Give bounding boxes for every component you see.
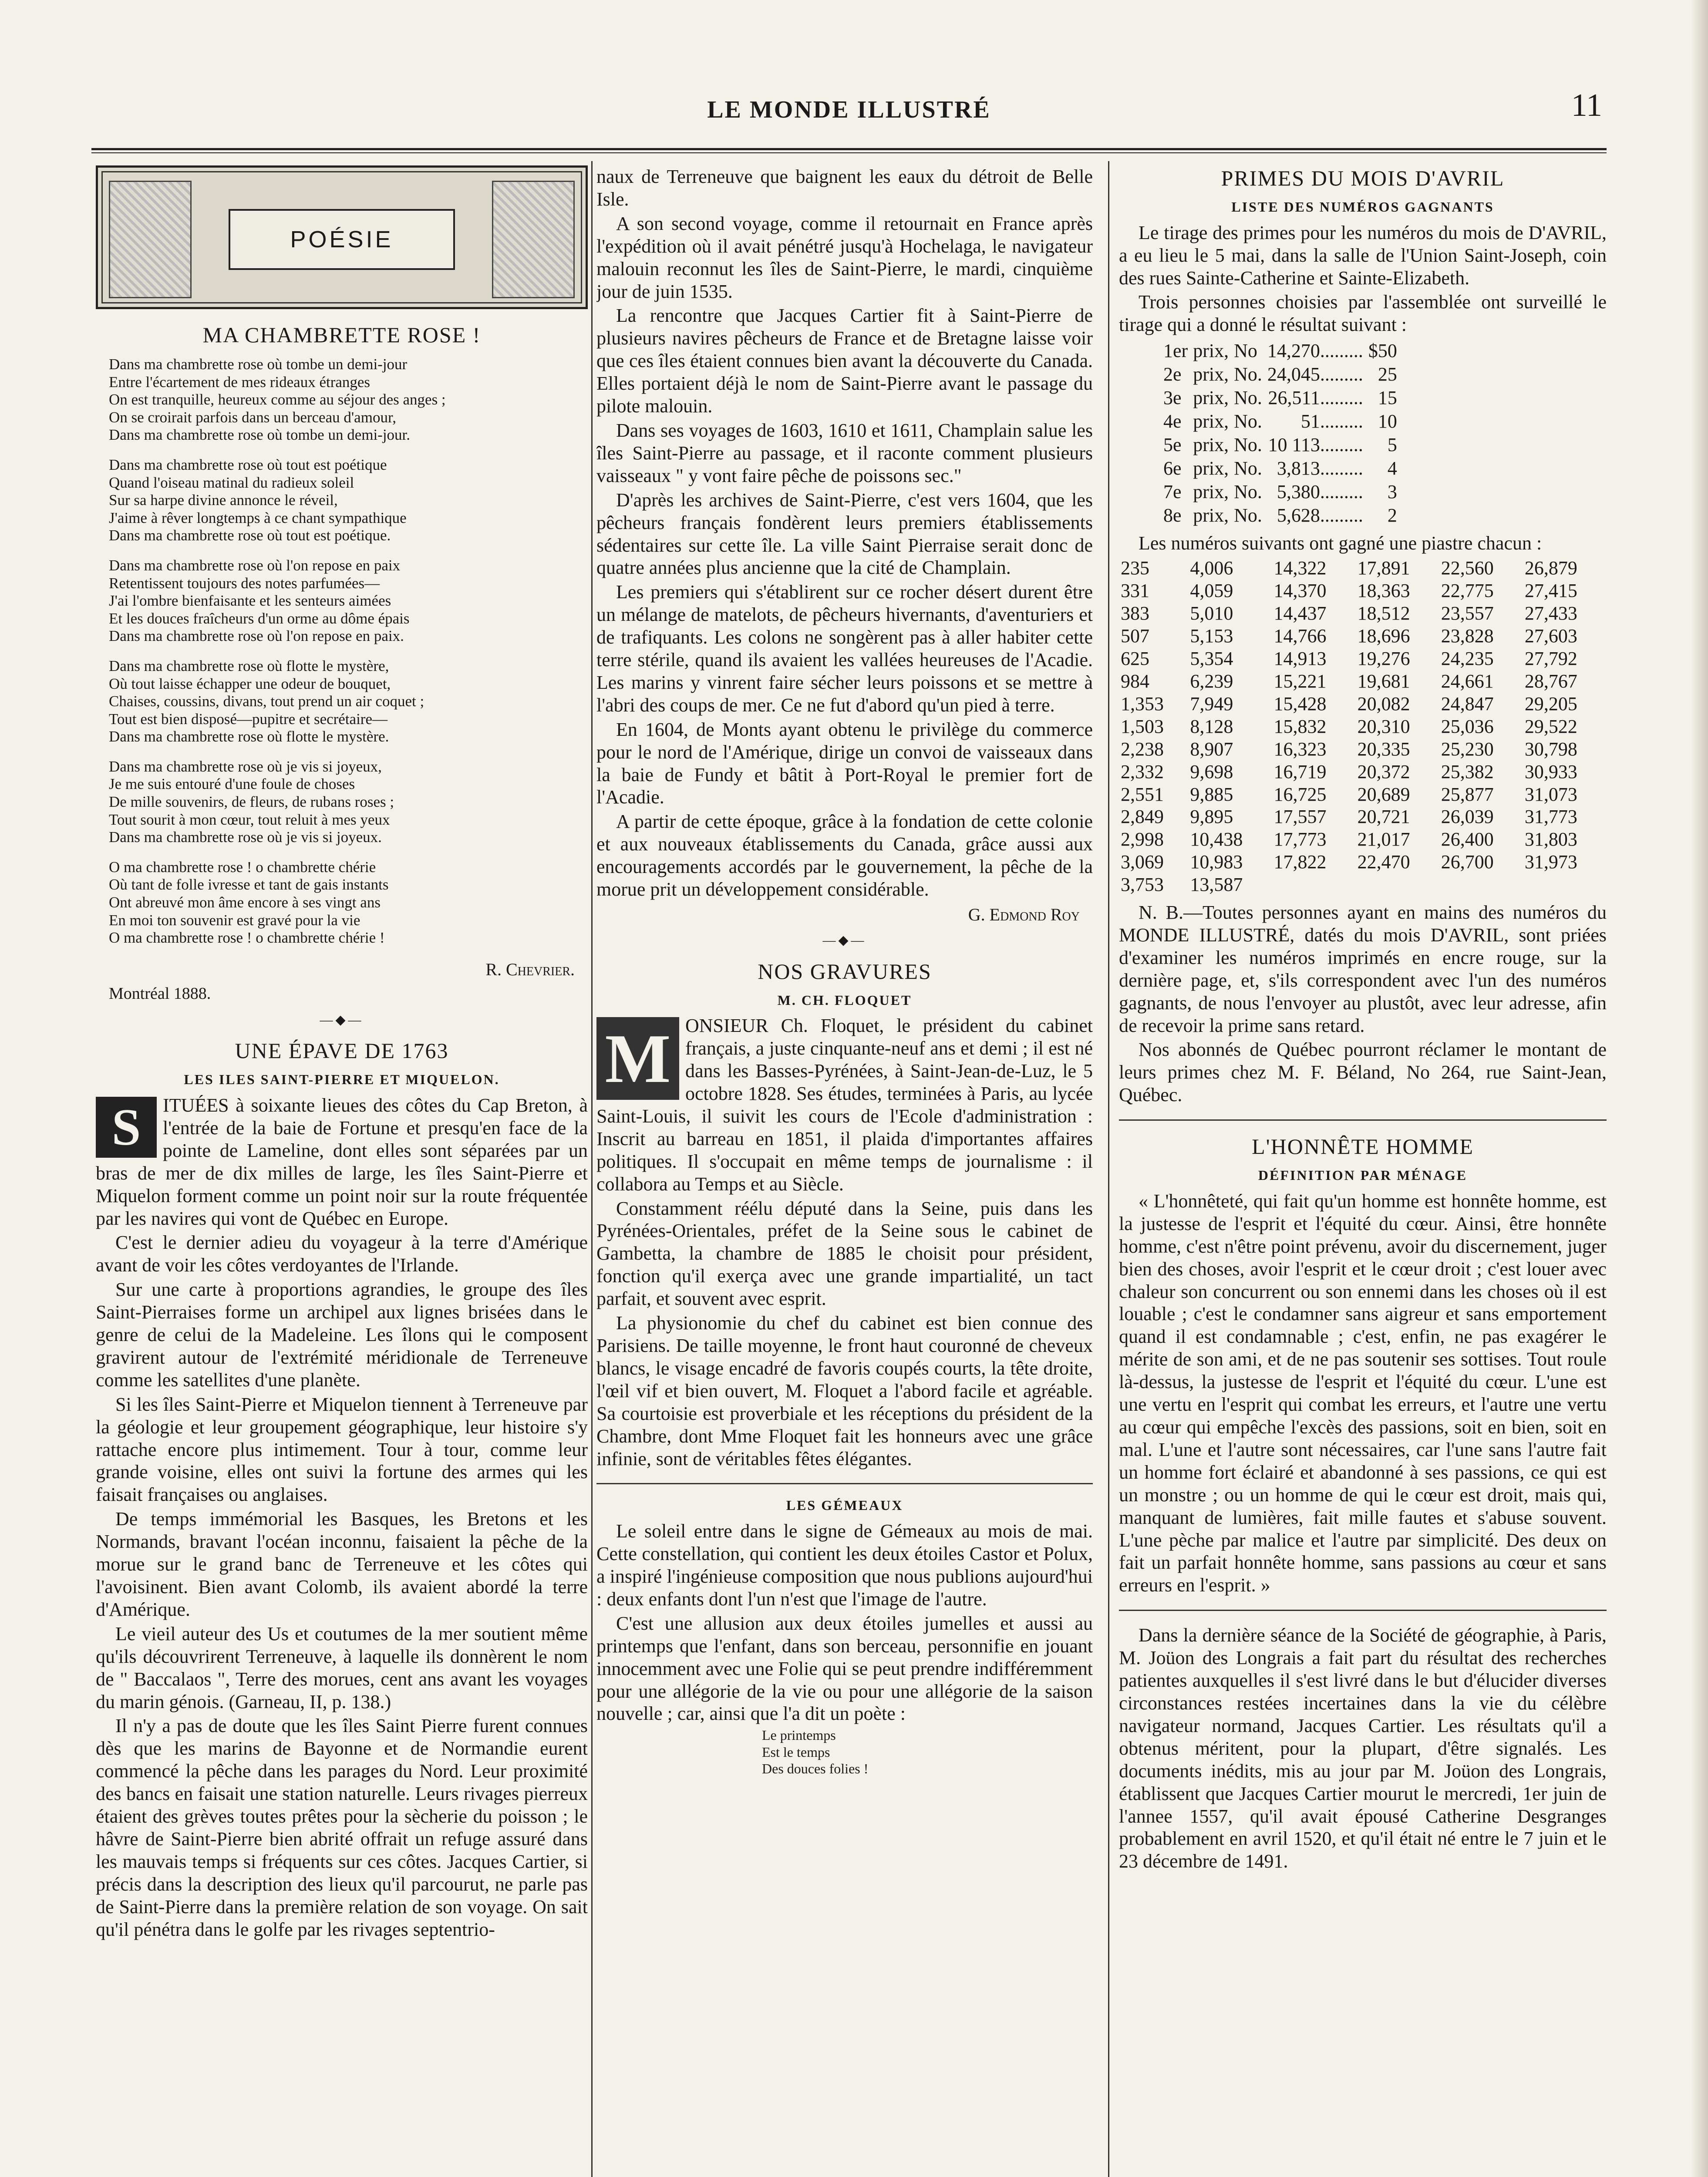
page-edge-shadow xyxy=(1691,0,1708,2177)
number-cell: 3,753 xyxy=(1121,874,1164,896)
epave-paragraph: La rencontre que Jacques Cartier fit à Saint-Pierre de plusieurs navires pêcheurs de France et de Bretagne laisse voir que ces îles étaient connues bien avant la découverte du Canada. Elles portaient déjà le nom de Saint-Pierre avant le passage du pilote malouin. xyxy=(596,305,1093,417)
numbers-row xyxy=(1119,580,1607,602)
number-cell: 26,700 xyxy=(1441,851,1494,873)
number-cell: 8,128 xyxy=(1190,715,1233,737)
poem-line: Tout est bien disposé—pupitre et secrétaire— xyxy=(109,710,387,728)
number-cell: 16,725 xyxy=(1273,783,1327,805)
number-cell: 3,069 xyxy=(1121,851,1164,873)
prize-cell: 1er xyxy=(1163,340,1188,362)
primes-title: PRIMES DU MOIS D'AVRIL xyxy=(1221,166,1505,190)
poem-line: Chaises, coussins, divans, tout prend un air coquet ; xyxy=(109,693,424,710)
poem-line: Ont abreuvé mon âme encore à ses vingt ans xyxy=(109,894,381,911)
epave-continued: naux de Terreneuve que baignent les eaux du détroit de Belle Isle. xyxy=(596,166,1093,210)
column-2 xyxy=(596,165,1093,2177)
prize-cell: 26,511......... xyxy=(1268,387,1363,409)
ornament-divider: —◆— xyxy=(320,1012,364,1027)
number-cell: 25,877 xyxy=(1441,783,1494,805)
number-cell: 28,767 xyxy=(1524,670,1577,692)
prize-cell: 7e xyxy=(1163,481,1182,502)
numbers-row xyxy=(1119,715,1607,738)
number-cell xyxy=(1523,873,1607,896)
prizes-table xyxy=(1162,339,1402,527)
column-1 xyxy=(96,165,588,2177)
number-cell: 507 xyxy=(1121,625,1149,647)
number-cell: 20,372 xyxy=(1357,761,1410,782)
number-cell: 5,010 xyxy=(1190,603,1233,624)
epave-paragraph: De temps immémorial les Basques, les Bretons et les Normands, bravant l'océan inconnu, faisaient la pêche de la morue sur le grand banc de Terreneuve et les côtes qui l'avoisinent. Bien avant Colomb, ils avaient abordé la terre d'Amérique. xyxy=(96,1508,588,1620)
prize-cell: 10 113......... xyxy=(1268,434,1363,455)
prize-cell: No. xyxy=(1234,504,1262,526)
number-cell: 625 xyxy=(1121,648,1149,670)
prize-row xyxy=(1163,363,1401,386)
prize-row xyxy=(1163,410,1401,433)
number-cell: 22,775 xyxy=(1441,580,1494,602)
poem-line: De mille souvenirs, de fleurs, de rubans roses ; xyxy=(109,793,394,811)
prize-cell: prix, xyxy=(1193,387,1229,409)
gemeaux-paragraph: C'est une allusion aux deux étoiles jumelles et aussi au printemps que l'enfant, dans son berceau, personnifie en jouant innocemment avec une Folie qui se peut prendre indifféremment pour une allégorie de la vie ou pour une allégorie de la saison nouvelle ; car, ainsi que l'a dit un poète : xyxy=(596,1612,1093,1725)
gemeaux-paragraph: Le soleil entre dans le signe de Gémeaux au mois de mai. Cette constellation, qui contient les deux étoiles Castor et Polux, a inspiré l'ingénieuse composition que nous publions aujourd'hui : deux enfants dont l'un n'est que l'image de l'autre. xyxy=(596,1520,1093,1610)
poem-line: Entre l'écartement de mes rideaux étranges xyxy=(109,373,371,391)
section-separator xyxy=(1119,1119,1607,1121)
column-rule-1 xyxy=(591,161,593,2177)
prize-cell: prix, xyxy=(1193,364,1229,385)
prize-row xyxy=(1163,340,1401,362)
prize-cell: prix, xyxy=(1193,457,1229,479)
numbers-row xyxy=(1119,761,1607,783)
honnete-text: « L'honnêteté, qui fait qu'un homme est honnête homme, est la justesse de l'esprit et l'équité du cœur. Ainsi, être honnête homme, c'est n'être point prévenu, avoir du discernement, juger bien des choses, avoir l'esprit et le cœur droit ; c'est louer avec chaleur son concurrent ou son ennemi dans les choses où il est louable ; c'est le condamner sans aigreur et sans emportement quand il est condamnable ; c'est, enfin, ne pas exagérer le mérite de son ami, et de ne pas soutenir ses sottises. Tout roule là-dessus, la justesse de l'esprit et l'équité du cœur. L'une est une vertu en l'esprit qui combat les erreurs, et l'autre une vertu au cœur qui empêche l'excès des passions, soit en bien, soit en mal. L'une et l'autre sont nécessaires, car l'une sans l'autre fait un homme fort éclairé et abandonné à ses passions, ce qui est un monstre ; ou un homme de qui le cœur est droit, mais qui, manquant de lumières, fait mille fautes et s'abuse souvent. L'une pèche par malice et l'autre par simplicité. Des deux on fait un parfait honnête homme, sans passions au cœur et sans erreurs en l'esprit. » xyxy=(1119,1190,1607,1596)
number-cell: 25,382 xyxy=(1441,761,1494,782)
prize-cell: 6e xyxy=(1163,457,1182,479)
poem-stanza xyxy=(109,859,588,947)
number-cell: 29,522 xyxy=(1524,715,1577,737)
quebec-paragraph: Nos abonnés de Québec pourront réclamer le montant de leurs primes chez M. F. Béland, No 264, rue Saint-Jean, Québec. xyxy=(1119,1039,1607,1106)
epave-signature: G. Edmond Roy xyxy=(968,905,1080,924)
prize-cell: prix, xyxy=(1193,411,1229,432)
number-cell: 18,363 xyxy=(1357,580,1410,602)
number-cell: 9,895 xyxy=(1190,806,1233,828)
dropcap-s: S xyxy=(96,1097,157,1158)
number-cell: 10,438 xyxy=(1190,829,1243,850)
number-cell: 23,557 xyxy=(1441,603,1494,624)
prize-cell: 3,813......... xyxy=(1277,457,1363,479)
prize-row xyxy=(1163,481,1401,503)
number-cell: 16,323 xyxy=(1273,738,1327,760)
prize-cell: No. xyxy=(1234,364,1262,385)
numbers-row xyxy=(1119,873,1607,896)
poem-line: On se croirait parfois dans un berceau d'amour, xyxy=(109,408,396,426)
number-cell: 25,230 xyxy=(1441,738,1494,760)
prize-cell: 14,270......... xyxy=(1267,340,1363,362)
epave-paragraph: Les premiers qui s'établirent sur ce rocher désert durent être un mélange de matelots, de pêcheurs hivernants, d'aventuriers et de trafiquants. Les colons ne songèrent pas à aller habiter cette terre stérile, quand ils avaient les vallées heureuses de l'Acadie. Les marins y vinrent faire sécher leurs poissons et se mettre à l'abri des coups de mer. Ce ne fut d'abord qu'un pied à terre. xyxy=(596,581,1093,716)
honnete-title: L'HONNÊTE HOMME xyxy=(1252,1134,1474,1159)
poem-line: Et les douces fraîcheurs d'un orme au dôme épais xyxy=(109,610,410,627)
number-cell: 2,551 xyxy=(1121,783,1164,805)
prize-cell: 51......... xyxy=(1300,411,1363,432)
poem-line: Dans ma chambrette rose où l'on repose en paix. xyxy=(109,627,404,645)
prize-cell: 5e xyxy=(1163,434,1182,455)
prize-cell: prix, xyxy=(1193,481,1229,502)
newspaper-title: LE MONDE ILLUSTRÉ xyxy=(707,96,991,123)
numbers-row xyxy=(1119,625,1607,647)
number-cell: 10,983 xyxy=(1190,851,1243,873)
epave-paragraph: C'est le dernier adieu du voyageur à la terre d'Amérique avant de voir les côtes verdoyantes de l'Irlande. xyxy=(96,1232,588,1276)
number-cell: 17,822 xyxy=(1273,851,1327,873)
poem-line: Dans ma chambrette rose où tout est poétique xyxy=(109,456,387,473)
number-cell: 24,235 xyxy=(1441,648,1494,670)
primes-intro-2: Trois personnes choisies par l'assemblée ont surveillé le tirage qui a donné le résultat suivant : xyxy=(1119,291,1607,336)
number-cell: 984 xyxy=(1121,670,1149,692)
number-cell: 30,798 xyxy=(1524,738,1577,760)
number-cell: 31,073 xyxy=(1524,783,1577,805)
number-cell: 26,879 xyxy=(1524,557,1577,579)
numbers-row xyxy=(1119,828,1607,851)
epave-paragraph: Le vieil auteur des Us et coutumes de la mer soutient même qu'ils découvrirent Terreneuve, à laquelle ils donnèrent le nom de " Baccalaos ", Terre des morues, cent ans avant les voyages du marin génois. (Garneau, II, p. 138.) xyxy=(96,1623,588,1712)
prize-row xyxy=(1163,457,1401,480)
numbers-row xyxy=(1119,805,1607,828)
prize-cell: 24,045......... xyxy=(1267,364,1363,385)
column-3 xyxy=(1119,165,1607,2177)
number-cell: 2,998 xyxy=(1121,829,1164,850)
poem-line: Dans ma chambrette rose où tout est poétique. xyxy=(109,527,391,544)
numbers-row xyxy=(1119,783,1607,806)
number-cell: 20,310 xyxy=(1357,715,1410,737)
numbers-row xyxy=(1119,851,1607,873)
prize-cell: No. xyxy=(1234,411,1262,432)
banner-figure-left xyxy=(109,181,192,298)
prize-cell: 4 xyxy=(1387,457,1397,479)
number-cell: 30,933 xyxy=(1524,761,1577,782)
banner-label: POÉSIE xyxy=(229,209,455,270)
number-cell: 9,885 xyxy=(1190,783,1233,805)
poem-title: MA CHAMBRETTE ROSE ! xyxy=(202,323,481,347)
dropcap-m: M xyxy=(596,1017,679,1100)
prize-cell: 5,628......... xyxy=(1277,504,1363,526)
column-rule-2 xyxy=(1108,161,1109,2177)
gravures-title: NOS GRAVURES xyxy=(758,959,932,984)
number-cell: 29,205 xyxy=(1524,693,1577,714)
number-cell: 31,803 xyxy=(1524,829,1577,850)
numbers-row xyxy=(1119,602,1607,625)
epave-paragraph: En 1604, de Monts ayant obtenu le privilège du commerce pour le nord de l'Amérique, dirige un convoi de vaisseaux dans la baie de Fundy et bâtit à Port-Royal le premier fort de l'Acadie. xyxy=(596,718,1093,808)
poem-line: Dans ma chambrette rose où je vis si joyeux, xyxy=(109,758,382,775)
poem-line: Je me suis entouré d'une foule de choses xyxy=(109,775,355,793)
number-cell: 20,689 xyxy=(1357,783,1410,805)
number-cell: 16,719 xyxy=(1273,761,1327,782)
poesie-banner xyxy=(96,165,588,309)
number-cell: 2,332 xyxy=(1121,761,1164,782)
prize-cell: 2 xyxy=(1387,504,1397,526)
verse-line: Le printemps xyxy=(762,1727,836,1743)
number-cell: 4,059 xyxy=(1190,580,1233,602)
number-cell: 8,907 xyxy=(1190,738,1233,760)
number-cell: 235 xyxy=(1121,557,1149,579)
poem-signature: R. Chevrier. xyxy=(485,959,575,979)
verse-line: Des douces folies ! xyxy=(762,1761,869,1777)
number-cell: 17,773 xyxy=(1273,829,1327,850)
numbers-row xyxy=(1119,693,1607,715)
prize-cell: 3e xyxy=(1163,387,1182,409)
poem-stanzas xyxy=(96,356,588,947)
ornament-divider: —◆— xyxy=(822,933,867,948)
number-cell xyxy=(1272,873,1355,896)
section-separator xyxy=(1119,1610,1607,1611)
page-number: 11 xyxy=(1571,88,1602,123)
number-cell: 5,153 xyxy=(1190,625,1233,647)
number-cell: 26,039 xyxy=(1441,806,1494,828)
number-cell: 25,036 xyxy=(1441,715,1494,737)
honnete-subtitle: DÉFINITION PAR MÉNAGE xyxy=(1258,1167,1468,1183)
poem-line: Dans ma chambrette rose où tombe un demi-jour xyxy=(109,356,408,373)
number-cell: 18,696 xyxy=(1357,625,1410,647)
poem-line: Dans ma chambrette rose où je vis si joyeux. xyxy=(109,829,382,846)
masthead xyxy=(91,87,1607,139)
epave-paragraph: A partir de cette époque, grâce à la fondation de cette colonie et aux nouveaux établissements du Canada, grâce aussi aux encouragements accordés par le gouvernement, la pêche de la morue prit un développement considérable. xyxy=(596,811,1093,900)
floquet-paragraph: La physionomie du chef du cabinet est bien connue des Parisiens. De taille moyenne, le front haut couronné de cheveux blancs, le visage encadré de favoris coupés courts, la tête droite, l'œil vif et bien ouvert, M. Floquet a l'abord facile et agréable. Sa courtoisie est proverbiale et les réceptions du président de la Chambre, dont Mme Floquet fait les honneurs avec une grâce infinie, sont de véritables fêtes élégantes. xyxy=(596,1312,1093,1469)
number-cell: 13,587 xyxy=(1190,874,1243,896)
number-cell: 19,276 xyxy=(1357,648,1410,670)
number-cell: 9,698 xyxy=(1190,761,1233,782)
poem-line: Où tant de folle ivresse et tant de gais instants xyxy=(109,876,389,893)
poem-line: Retentissent toujours des notes parfumées— xyxy=(109,574,380,592)
number-cell: 17,891 xyxy=(1357,557,1410,579)
poem-line: J'ai l'ombre bienfaisante et les senteurs aimées xyxy=(109,592,391,610)
number-cell: 14,913 xyxy=(1273,648,1327,670)
number-cell: 15,428 xyxy=(1273,693,1327,714)
poem-line: Sur sa harpe divine annonce le réveil, xyxy=(109,492,338,509)
prize-cell: prix, xyxy=(1193,340,1229,362)
prize-cell: 8e xyxy=(1163,504,1182,526)
poem-stanza xyxy=(109,456,588,545)
number-cell: 18,512 xyxy=(1357,603,1410,624)
poem-line: Quand l'oiseau matinal du radieux soleil xyxy=(109,474,354,491)
number-cell: 23,828 xyxy=(1441,625,1494,647)
number-cell: 2,238 xyxy=(1121,738,1164,760)
gemeaux-subtitle: LES GÉMEAUX xyxy=(786,1497,903,1513)
number-cell: 1,503 xyxy=(1121,715,1164,737)
number-cell: 1,353 xyxy=(1121,693,1164,714)
number-cell: 24,661 xyxy=(1441,670,1494,692)
epave-paragraph: Sur une carte à proportions agrandies, le groupe des îles Saint-Pierraises forme un archipel aux lignes brisées dans le genre de celui de la Madeleine. Les îlons qui le composent gravirent autour de l'extrémité méridionale de Terreneuve comme les satellites d'une planète. xyxy=(96,1279,588,1391)
number-cell: 20,335 xyxy=(1357,738,1410,760)
number-cell: 24,847 xyxy=(1441,693,1494,714)
number-cell: 14,437 xyxy=(1273,603,1327,624)
epave-paragraph: D'après les archives de Saint-Pierre, c'est vers 1604, que les pêcheurs français fondèrent leurs premiers établissements sédentaires sur cette île. La ville Saint Pierraise serait donc de quatre années plus ancienne que la cité de Champlain. xyxy=(596,489,1093,579)
number-cell: 17,557 xyxy=(1273,806,1327,828)
banner-figure-right xyxy=(492,181,575,298)
prize-cell: 15 xyxy=(1378,387,1397,409)
prize-cell: No. xyxy=(1234,481,1262,502)
number-cell: 22,560 xyxy=(1441,557,1494,579)
numbers-row xyxy=(1119,647,1607,670)
gemeaux-verse xyxy=(762,1727,1093,1777)
primes-intro: Le tirage des primes pour les numéros du mois de D'AVRIL, a eu lieu le 5 mai, dans la salle de l'Union Saint-Joseph, coin des rues Sainte-Catherine et Sainte-Elizabeth. xyxy=(1119,222,1607,289)
number-cell: 15,221 xyxy=(1273,670,1327,692)
epave-first-paragraph: ITUÉES à soixante lieues des côtes du Cap Breton, à l'entrée de la baie de Fortune et presqu'en face de la pointe de Lameline, dont elles sont séparées par un bras de mer de dix milles de large, les îles Saint-Pierre et Miquelon forment comme un point noir sur la route fréquentée par les navires qui vont de Québec en Europe. xyxy=(96,1094,588,1229)
poem-line: Dans ma chambrette rose où flotte le mystère, xyxy=(109,657,389,674)
prize-cell: 3 xyxy=(1387,481,1397,502)
number-cell: 14,370 xyxy=(1273,580,1327,602)
poem-line: Tout sourit à mon cœur, tout reluit à mes yeux xyxy=(109,811,390,828)
number-cell: 5,354 xyxy=(1190,648,1233,670)
poem-stanza xyxy=(109,758,588,846)
number-cell: 27,603 xyxy=(1524,625,1577,647)
poem-place: Montréal 1888. xyxy=(109,984,211,1003)
prize-cell: 25 xyxy=(1378,364,1397,385)
number-cell: 27,433 xyxy=(1524,603,1577,624)
number-cell: 19,681 xyxy=(1357,670,1410,692)
prize-cell: 5,380......... xyxy=(1277,481,1363,502)
poem-stanza xyxy=(109,657,588,746)
number-cell xyxy=(1356,873,1439,896)
number-cell: 22,470 xyxy=(1357,851,1410,873)
prize-cell: prix, xyxy=(1193,434,1229,455)
poem-stanza xyxy=(109,557,588,645)
prize-cell: $50 xyxy=(1368,340,1397,362)
cartier-paragraph: Dans la dernière séance de la Société de géographie, à Paris, M. Joüon des Longrais a fait part du résultat des recherches patientes auxquelles il s'est livré dans le but d'élucider diverses circonstances restées incertaines dans la vie du célèbre navigateur normand, Jacques Cartier. Les résultats qu'il a obtenus méritent, pour la plupart, d'être signalés. Les documents inédits, mis au jour par M. Joüon des Longrais, établissent que Jacques Cartier mourut le mercredi, 1er juin de l'annee 1557, qu'il avait épousé Catherine Desgranges probablement en avril 1520, et qu'il était né entre le 7 juin et le 23 décembre de 1491. xyxy=(1119,1624,1607,1872)
prize-cell: 10 xyxy=(1378,411,1397,432)
number-cell: 383 xyxy=(1121,603,1149,624)
prize-cell: 5 xyxy=(1387,434,1397,455)
prize-cell: No xyxy=(1234,340,1257,362)
piastre-text: Les numéros suivants ont gagné une piastre chacun : xyxy=(1139,532,1542,554)
nb-paragraph: N. B.—Toutes personnes ayant en mains des numéros du MONDE ILLUSTRÉ, datés du mois D'AVRIL, sont priées d'examiner les numéros imprimés en encre rouge, sur la dernière page, et, s'ils correspondent avec l'un des numéros gagnants, de nous l'envoyer au plustôt, avec leur adresse, afin de recevoir la prime sans retard. xyxy=(1119,902,1607,1036)
numbers-row xyxy=(1119,738,1607,761)
poem-line: Dans ma chambrette rose où flotte le mystère. xyxy=(109,728,389,745)
number-cell: 4,006 xyxy=(1190,557,1233,579)
number-cell xyxy=(1439,873,1523,896)
number-cell: 7,949 xyxy=(1190,693,1233,714)
number-cell: 20,082 xyxy=(1357,693,1410,714)
epave-paragraph: Si les îles Saint-Pierre et Miquelon tiennent à Terreneuve par la géologie et leur groupement géographique, leur histoire s'y rattache encore plus intimement. Tour à tour, comme leur grande voisine, elles ont suivi la fortune des armes qui les faisait françaises ou anglaises. xyxy=(96,1393,588,1506)
number-cell: 31,773 xyxy=(1524,806,1577,828)
poem-stanza xyxy=(109,356,588,444)
floquet-first-paragraph: ONSIEUR Ch. Floquet, le président du cabinet français, a juste cinquante-neuf ans et demi ; il est né dans les Basses-Pyrénées, à Saint-Jean-de-Luz, le 5 octobre 1828. Ses études, terminées à Paris, au lycée Saint-Louis, il suivit les cours de l'Ecole d'administration : Inscrit au barreau en 1851, il plaida d'importantes affaires politiques. Il s'occupait en même temps de journalisme : il collabora au Temps et au Siècle. xyxy=(596,1015,1093,1195)
prize-row xyxy=(1163,504,1401,527)
winning-numbers-table xyxy=(1119,557,1607,896)
prize-row xyxy=(1163,387,1401,409)
poem-line: En moi ton souvenir est gravé pour la vie xyxy=(109,911,360,929)
number-cell: 15,832 xyxy=(1273,715,1327,737)
epave-subtitle: LES ILES SAINT-PIERRE ET MIQUELON. xyxy=(184,1072,500,1088)
prize-cell: prix, xyxy=(1193,504,1229,526)
number-cell: 26,400 xyxy=(1441,829,1494,850)
number-cell: 331 xyxy=(1121,580,1149,602)
floquet-subtitle: M. CH. FLOQUET xyxy=(777,992,912,1008)
poem-line: J'aime à rêver longtemps à ce chant sympathique xyxy=(109,509,407,526)
epave-paragraph: A son second voyage, comme il retournait en France après l'expédition où il avait pénétré jusqu'à Hochelaga, le navigateur malouin reconnut les îles de Saint-Pierre, le mardi, cinquième jour de juin 1535. xyxy=(596,212,1093,302)
numbers-row xyxy=(1119,670,1607,693)
epave-title: UNE ÉPAVE DE 1763 xyxy=(235,1038,449,1063)
poem-line: On est tranquille, heureux comme au séjour des anges ; xyxy=(109,391,446,408)
poem-line: Dans ma chambrette rose où tombe un demi-jour. xyxy=(109,426,411,444)
number-cell: 14,766 xyxy=(1273,625,1327,647)
primes-subtitle: LISTE DES NUMÉROS GAGNANTS xyxy=(1231,199,1494,215)
verse-line: Est le temps xyxy=(762,1744,830,1760)
number-cell: 2,849 xyxy=(1121,806,1164,828)
poem-line: Où tout laisse échapper une odeur de bouquet, xyxy=(109,675,391,692)
epave-paragraph: Dans ses voyages de 1603, 1610 et 1611, Champlain salue les îles Saint-Pierre au passage, et il raconte comment plusieurs vaisseaux " y vont faire pêche de poissons sec." xyxy=(596,419,1093,486)
prize-cell: 4e xyxy=(1163,411,1182,432)
section-separator xyxy=(596,1483,1093,1484)
floquet-paragraph: Constamment réélu député dans la Seine, puis dans les Pyrénées-Orientales, préfet de la Seine sous le cabinet de Gambetta, la chambre de 1885 le choisit pour président, fonction qu'il exerça avec une grande impartialité, un tact parfait, et souvent avec esprit. xyxy=(596,1197,1093,1310)
header-rule xyxy=(91,148,1607,153)
number-cell: 6,239 xyxy=(1190,670,1233,692)
number-cell: 14,322 xyxy=(1273,557,1327,579)
number-cell: 21,017 xyxy=(1357,829,1410,850)
prize-cell: No. xyxy=(1234,457,1262,479)
prize-row xyxy=(1163,434,1401,456)
number-cell: 20,721 xyxy=(1357,806,1410,828)
prize-cell: No. xyxy=(1234,434,1262,455)
poem-line: O ma chambrette rose ! o chambrette chérie xyxy=(109,858,376,876)
number-cell: 31,973 xyxy=(1524,851,1577,873)
number-cell: 27,415 xyxy=(1524,580,1577,602)
number-cell: 27,792 xyxy=(1524,648,1577,670)
prize-cell: No. xyxy=(1234,387,1262,409)
numbers-row xyxy=(1119,557,1607,580)
poem-line: Dans ma chambrette rose où l'on repose en paix xyxy=(109,556,401,574)
poem-line: O ma chambrette rose ! o chambrette chérie ! xyxy=(109,929,385,947)
prize-cell: 2e xyxy=(1163,364,1182,385)
epave-paragraph: Il n'y a pas de doute que les îles Saint Pierre furent connues dès que les marins de Bayonne et de Normandie eurent commencé la pêche dans les parages du Nord. Leur proximité des bancs en faisait une station naturelle. Leurs rivages pierreux étaient des grèves toutes prêtes pour la sècherie du poisson ; le hâvre de Saint-Pierre bien abrité offrait un refuge assuré dans les mauvais temps si fréquents sur ces côtes. Jacques Cartier, si précis dans la description des lieux qu'il parcourut, ne parle pas de Saint-Pierre dans la première relation de son voyage. On sait qu'il pénétra dans le golfe par les rivages septentrio- xyxy=(96,1715,588,1940)
